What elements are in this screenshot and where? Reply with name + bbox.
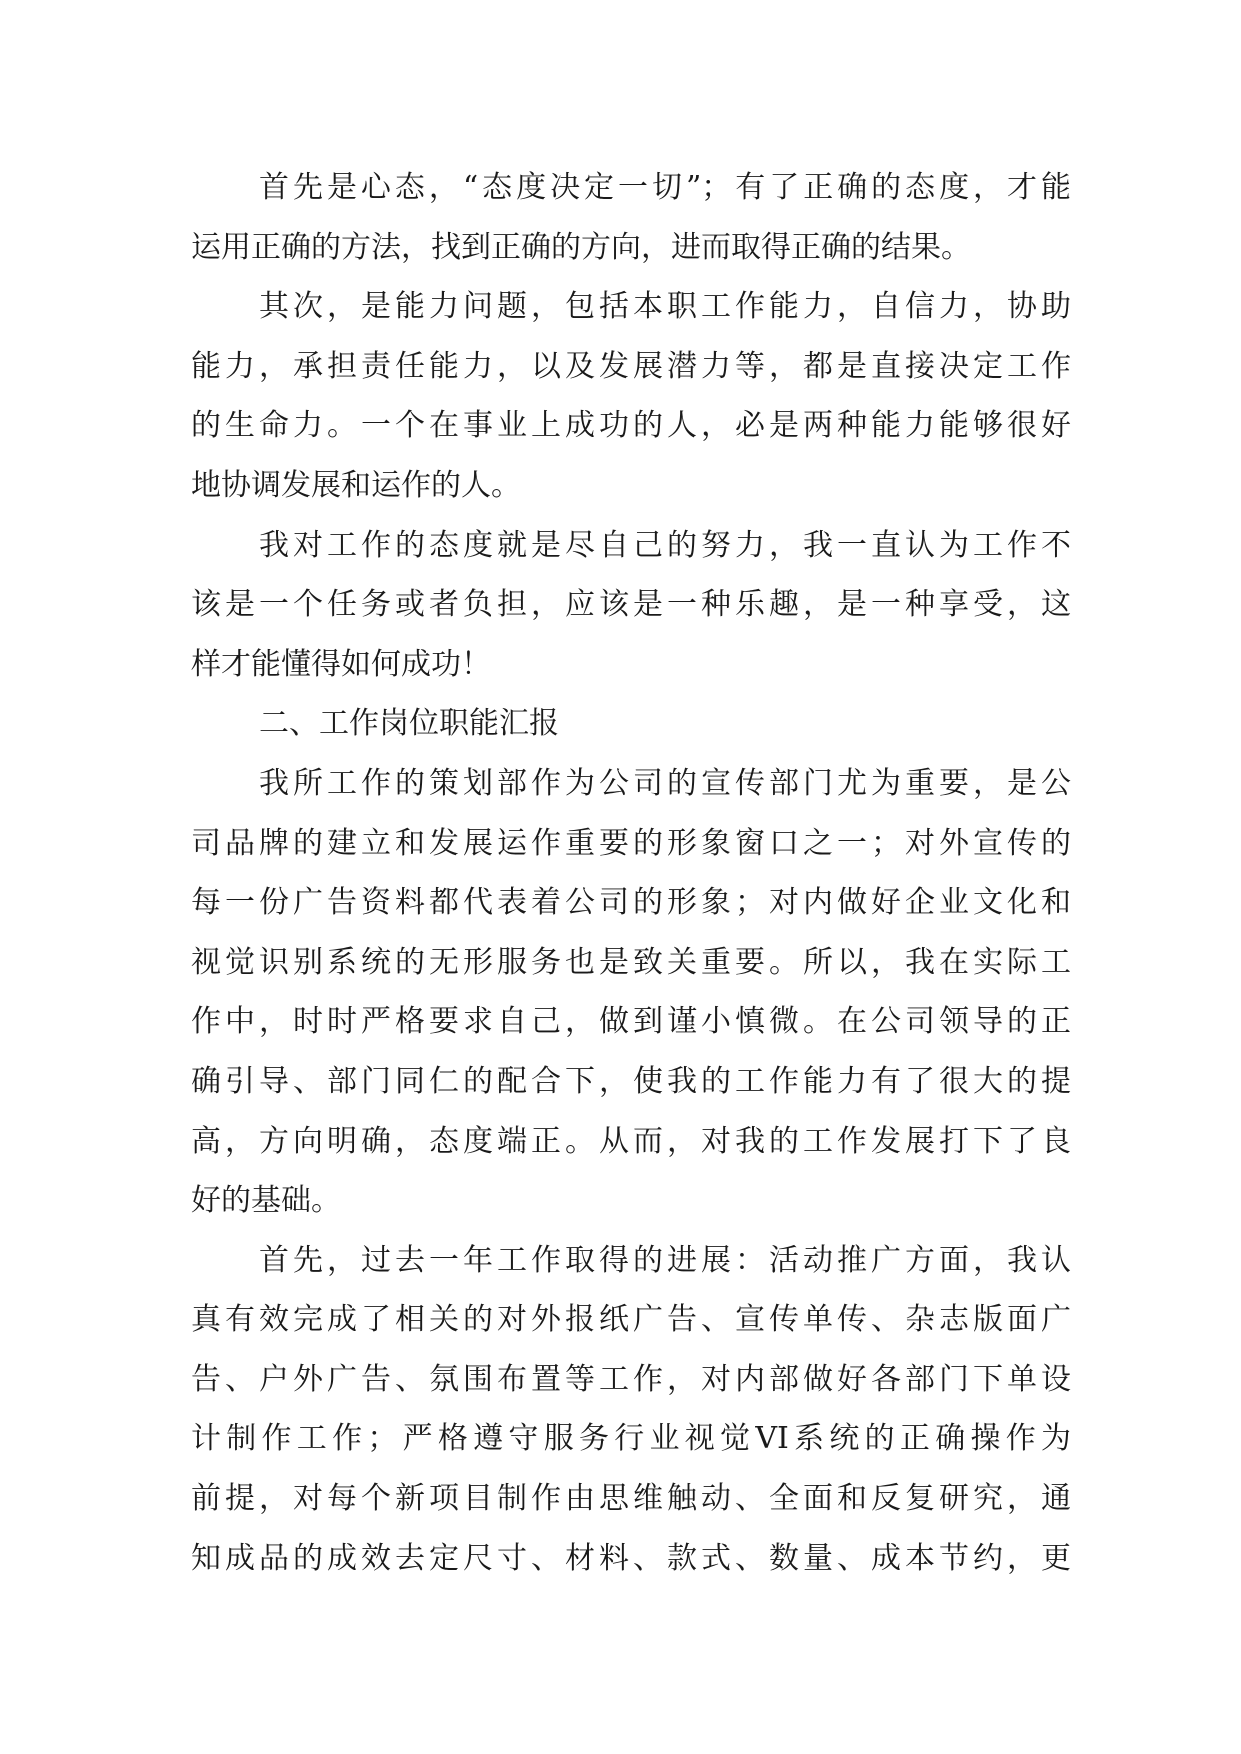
paragraph-6-line-6: 知成品的成效去定尺寸、材料、款式、数量、成本节约，更 xyxy=(191,1540,1071,1576)
paragraph-6-line-1: 首先，过去一年工作取得的进展：活动推广方面，我认 xyxy=(259,1242,1071,1278)
paragraph-5-line-7: 高，方向明确，态度端正。从而，对我的工作发展打下了良 xyxy=(191,1123,1071,1159)
paragraph-3-line-2: 该是一个任务或者负担，应该是一种乐趣，是一种享受，这 xyxy=(191,587,1071,623)
paragraph-2-line-1: 其次，是能力问题，包括本职工作能力，自信力，协助 xyxy=(259,289,1071,325)
paragraph-1-line-1: 首先是心态，“态度决定一切”；有了正确的态度，才能 xyxy=(259,170,1071,205)
paragraph-6-line-2: 真有效完成了相关的对外报纸广告、宣传单传、杂志版面广 xyxy=(191,1302,1071,1338)
paragraph-6-line-4: 计制作工作；严格遵守服务行业视觉VI系统的正确操作为 xyxy=(191,1421,1071,1457)
document-body xyxy=(191,158,1071,1588)
paragraph-1-line-2: 运用正确的方法，找到正确的方向，进而取得正确的结果。 xyxy=(191,229,971,265)
paragraph-2-line-3: 的生命力。一个在事业上成功的人，必是两种能力能够很好 xyxy=(191,408,1071,444)
paragraph-5-line-3: 每一份广告资料都代表着公司的形象；对内做好企业文化和 xyxy=(191,885,1071,921)
paragraph-5-line-2: 司品牌的建立和发展运作重要的形象窗口之一；对外宣传的 xyxy=(191,825,1071,861)
paragraph-6-line-3: 告、户外广告、氛围布置等工作，对内部做好各部门下单设 xyxy=(191,1361,1071,1397)
paragraph-5-line-6: 确引导、部门同仁的配合下，使我的工作能力有了很大的提 xyxy=(191,1063,1071,1099)
paragraph-5-line-5: 作中，时时严格要求自己，做到谨小慎微。在公司领导的正 xyxy=(191,1004,1071,1040)
paragraph-5-line-1: 我所工作的策划部作为公司的宣传部门尤为重要，是公 xyxy=(259,765,1071,801)
paragraph-3-line-1: 我对工作的态度就是尽自己的努力，我一直认为工作不 xyxy=(259,527,1071,563)
paragraph-2-line-4: 地协调发展和运作的人。 xyxy=(191,467,521,503)
paragraph-2-line-2: 能力，承担责任能力，以及发展潜力等，都是直接决定工作 xyxy=(191,348,1071,384)
paragraph-5-line-8: 好的基础。 xyxy=(191,1183,341,1219)
paragraph-3-line-3: 样才能懂得如何成功！ xyxy=(191,646,491,682)
paragraph-6-line-5: 前提，对每个新项目制作由思维触动、全面和反复研究，通 xyxy=(191,1481,1071,1517)
section-heading: 二、工作岗位职能汇报 xyxy=(259,706,559,742)
paragraph-5-line-4: 视觉识别系统的无形服务也是致关重要。所以，我在实际工 xyxy=(191,944,1071,980)
